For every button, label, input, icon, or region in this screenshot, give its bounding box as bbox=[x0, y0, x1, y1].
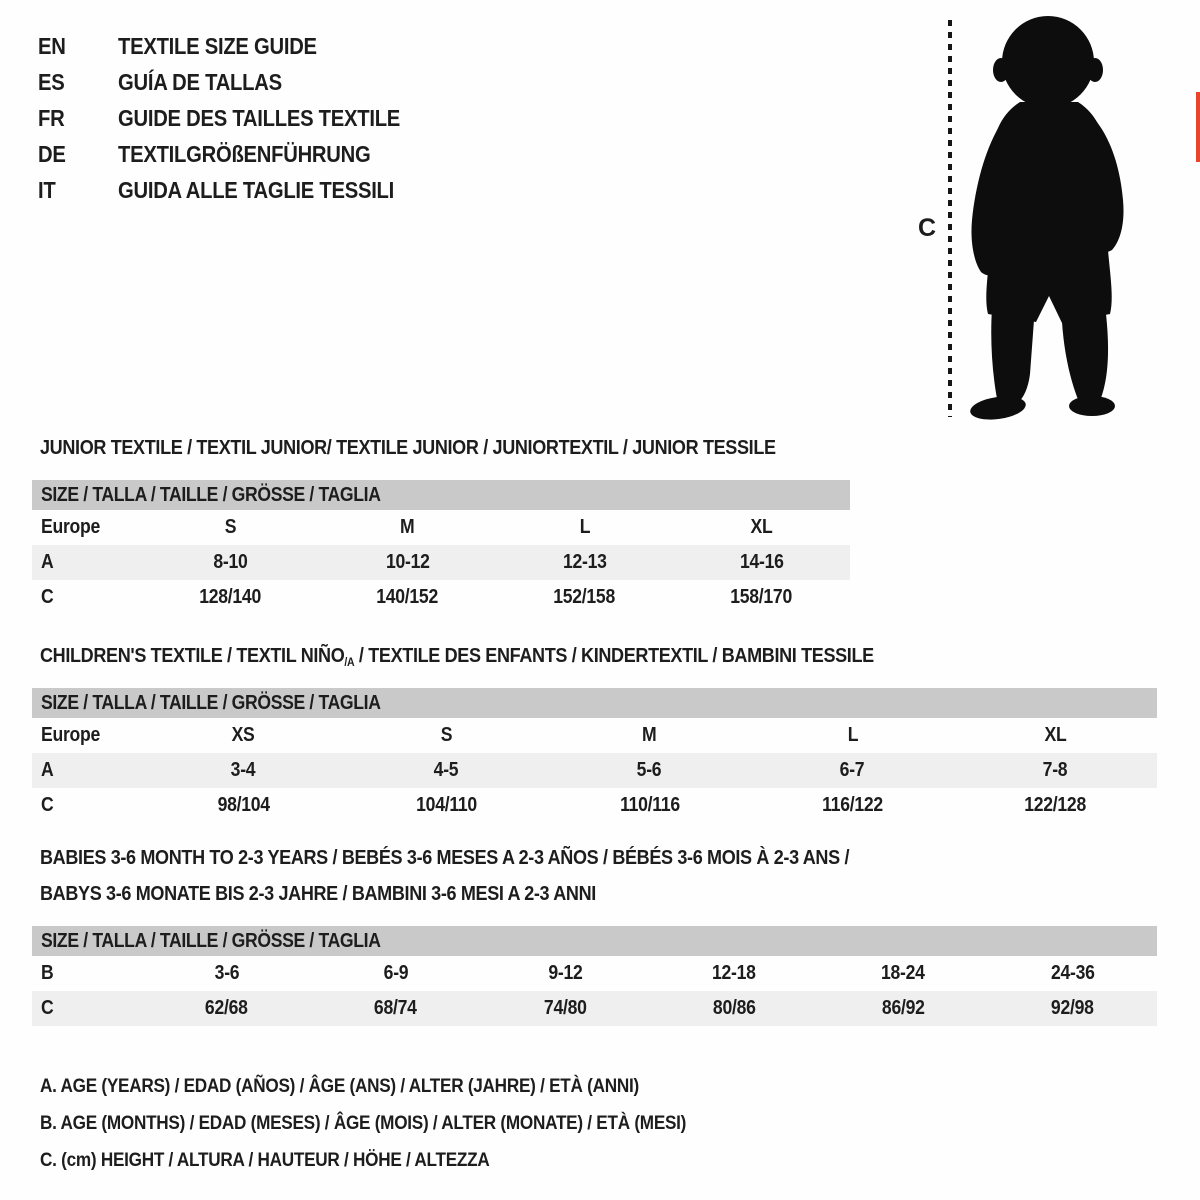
row-label-text: A bbox=[41, 551, 54, 573]
table-cell bbox=[319, 516, 496, 539]
table-row bbox=[32, 545, 850, 580]
table-cell-text: 116/122 bbox=[822, 794, 883, 816]
table-cell bbox=[496, 551, 673, 574]
table-cell bbox=[751, 724, 954, 747]
heading-text: CHILDREN'S TEXTILE / TEXTIL NIÑO bbox=[40, 644, 345, 667]
table-cell-text: L bbox=[579, 516, 590, 538]
row-label bbox=[32, 997, 142, 1020]
guide-title-text: TEXTILGRÖßENFÜHRUNG bbox=[118, 140, 371, 167]
table-cell-text: 4-5 bbox=[434, 759, 459, 781]
section-heading-text bbox=[40, 638, 874, 680]
language-code-text: IT bbox=[38, 176, 56, 203]
language-code bbox=[38, 141, 118, 168]
table-row bbox=[32, 991, 1157, 1026]
row-label-text: Europe bbox=[41, 516, 101, 538]
row-label-text: C bbox=[41, 997, 54, 1019]
table-cell-text: 68/74 bbox=[374, 997, 418, 1019]
heading-subscript: /A bbox=[344, 655, 355, 669]
table-cell bbox=[142, 516, 319, 539]
size-header-bar bbox=[32, 688, 1157, 718]
guide-title-text: TEXTILE SIZE GUIDE bbox=[118, 32, 317, 59]
table-cell-text: 152/158 bbox=[553, 586, 616, 608]
table-cell bbox=[142, 997, 311, 1020]
table-cell bbox=[548, 759, 751, 782]
size-header-bar bbox=[32, 480, 850, 510]
table-cell bbox=[496, 516, 673, 539]
table-cell-text: 92/98 bbox=[1051, 997, 1094, 1019]
table-cell-text: 104/110 bbox=[416, 794, 477, 816]
table-cell-text: 12-13 bbox=[562, 551, 607, 573]
table-cell bbox=[142, 962, 311, 985]
row-label-text: Europe bbox=[41, 724, 101, 746]
table-cell bbox=[954, 759, 1157, 782]
table-cell bbox=[142, 586, 319, 609]
row-label-text: A bbox=[41, 759, 54, 781]
table-row bbox=[32, 788, 1157, 823]
language-title-list bbox=[38, 28, 439, 208]
table-cell-text: 122/128 bbox=[1024, 794, 1087, 816]
section-babies-textile bbox=[32, 840, 1157, 1026]
table-cell-text: 74/80 bbox=[543, 997, 587, 1019]
language-code-text: ES bbox=[38, 68, 65, 95]
table-cell bbox=[319, 586, 496, 609]
row-label bbox=[32, 586, 142, 609]
guide-title bbox=[118, 33, 344, 60]
table-cell-text: 3-6 bbox=[214, 962, 239, 984]
table-cell bbox=[311, 997, 480, 1020]
table-cell bbox=[954, 724, 1157, 747]
section-heading-text bbox=[40, 876, 596, 912]
table-row bbox=[32, 510, 850, 545]
table-cell bbox=[954, 794, 1157, 817]
table-cell-text: 18-24 bbox=[881, 962, 926, 984]
language-code bbox=[38, 69, 118, 96]
table-row bbox=[32, 753, 1157, 788]
row-label-text: B bbox=[41, 962, 54, 984]
section-heading-text bbox=[40, 430, 776, 466]
table-cell-text: 7-8 bbox=[1043, 759, 1068, 781]
table-cell-text: 86/92 bbox=[881, 997, 925, 1019]
table-cell bbox=[548, 794, 751, 817]
table-cell bbox=[673, 516, 850, 539]
guide-title bbox=[118, 141, 405, 168]
language-code bbox=[38, 177, 118, 204]
guide-title-text: GUIDE DES TAILLES TEXTILE bbox=[118, 104, 401, 131]
table-cell bbox=[345, 724, 548, 747]
table-cell bbox=[142, 724, 345, 747]
table-cell-text: 98/104 bbox=[217, 794, 270, 816]
measurement-legend bbox=[40, 1068, 774, 1179]
heading-text: / TEXTILE DES ENFANTS / KINDERTEXTIL / BAMBINI TESSILE bbox=[354, 644, 874, 667]
section-childrens-textile bbox=[32, 638, 1157, 823]
table-cell-text: XL bbox=[750, 516, 773, 538]
section-heading-line bbox=[32, 876, 1157, 912]
legend-line-a bbox=[40, 1068, 774, 1105]
table-cell bbox=[819, 962, 988, 985]
table-cell bbox=[673, 586, 850, 609]
table-cell-text: 6-7 bbox=[840, 759, 865, 781]
table-cell-text: S bbox=[440, 724, 453, 746]
toddler-silhouette-icon bbox=[960, 12, 1140, 422]
heading-text: JUNIOR TEXTILE / TEXTIL JUNIOR/ TEXTILE JUNIOR / JUNIORTEXTIL / JUNIOR TESSILE bbox=[40, 436, 776, 459]
guide-title-text: GUIDA ALLE TAGLIE TESSILI bbox=[118, 176, 395, 203]
size-header-bar bbox=[32, 926, 1157, 956]
language-row-fr bbox=[38, 100, 439, 136]
table-cell-text: 14-16 bbox=[739, 551, 784, 573]
table-cell-text: S bbox=[224, 516, 237, 538]
table-cell bbox=[988, 962, 1157, 985]
guide-title-text: GUÍA DE TALLAS bbox=[118, 68, 282, 95]
table-cell-text: 140/152 bbox=[376, 586, 439, 608]
table-cell-text: 24-36 bbox=[1050, 962, 1095, 984]
row-label bbox=[32, 516, 142, 539]
table-cell bbox=[819, 997, 988, 1020]
table-cell-text: 5-6 bbox=[637, 759, 662, 781]
language-code bbox=[38, 33, 118, 60]
table-cell-text: 9-12 bbox=[547, 962, 583, 984]
table-cell bbox=[311, 962, 480, 985]
height-measure-label: C bbox=[918, 214, 937, 242]
table-cell bbox=[548, 724, 751, 747]
table-cell-text: XL bbox=[1044, 724, 1067, 746]
table-cell bbox=[319, 551, 496, 574]
legend-text: B. AGE (MONTHS) / EDAD (MESES) / ÂGE (MOIS) / ALTER (MONATE) / ETÀ (MESI) bbox=[40, 1112, 687, 1134]
table-cell bbox=[650, 962, 819, 985]
language-row-es bbox=[38, 64, 439, 100]
table-cell-text: 110/116 bbox=[619, 794, 680, 816]
table-cell bbox=[142, 551, 319, 574]
row-label bbox=[32, 794, 142, 817]
table-cell-text: 128/140 bbox=[199, 586, 262, 608]
row-label bbox=[32, 724, 142, 747]
table-cell-text: XS bbox=[232, 724, 255, 746]
guide-title bbox=[118, 177, 432, 204]
section-heading-line bbox=[32, 638, 1157, 674]
section-heading-line bbox=[32, 840, 1157, 876]
heading-text: BABYS 3-6 MONATE BIS 2-3 JAHRE / BAMBINI 3-6 MESI A 2-3 ANNI bbox=[40, 882, 596, 905]
guide-title bbox=[118, 69, 304, 96]
table-cell bbox=[142, 759, 345, 782]
size-header-text: SIZE / TALLA / TAILLE / GRÖSSE / TAGLIA bbox=[41, 692, 381, 714]
language-code-text: FR bbox=[38, 104, 65, 131]
row-label bbox=[32, 551, 142, 574]
row-label-text: C bbox=[41, 794, 54, 816]
table-cell-text: 158/170 bbox=[730, 586, 793, 608]
language-code bbox=[38, 105, 118, 132]
legend-line-b bbox=[40, 1105, 774, 1142]
table-cell bbox=[480, 962, 649, 985]
table-cell-text: 6-9 bbox=[383, 962, 409, 984]
language-code-text: EN bbox=[38, 32, 66, 59]
row-label bbox=[32, 759, 142, 782]
section-heading-text bbox=[40, 840, 849, 876]
size-header-text: SIZE / TALLA / TAILLE / GRÖSSE / TAGLIA bbox=[41, 930, 381, 952]
section-junior-textile bbox=[32, 430, 850, 615]
table-cell bbox=[496, 586, 673, 609]
table-cell bbox=[142, 794, 345, 817]
table-cell bbox=[480, 997, 649, 1020]
table-cell-text: 62/68 bbox=[205, 997, 248, 1019]
table-cell-text: 10-12 bbox=[385, 551, 430, 573]
table-cell-text: L bbox=[847, 724, 858, 746]
language-row-it bbox=[38, 172, 439, 208]
table-cell-text: 3-4 bbox=[231, 759, 256, 781]
table-cell bbox=[751, 794, 954, 817]
red-edge-mark bbox=[1196, 92, 1200, 162]
table-cell-text: M bbox=[642, 724, 657, 746]
table-cell bbox=[673, 551, 850, 574]
table-cell-text: 12-18 bbox=[712, 962, 756, 984]
table-cell bbox=[988, 997, 1157, 1020]
height-dotted-line bbox=[948, 20, 952, 417]
legend-text: C. (cm) HEIGHT / ALTURA / HAUTEUR / HÖHE / ALTEZZA bbox=[40, 1149, 490, 1171]
row-label-text: C bbox=[41, 586, 54, 608]
table-cell bbox=[345, 759, 548, 782]
table-row bbox=[32, 956, 1157, 991]
table-cell bbox=[650, 997, 819, 1020]
language-code-text: DE bbox=[38, 140, 66, 167]
language-row-en bbox=[38, 28, 439, 64]
guide-title bbox=[118, 105, 439, 132]
size-header-text: SIZE / TALLA / TAILLE / GRÖSSE / TAGLIA bbox=[41, 484, 381, 506]
legend-line-c bbox=[40, 1142, 774, 1179]
table-cell-text: 8-10 bbox=[213, 551, 248, 573]
table-row bbox=[32, 580, 850, 615]
section-heading-line bbox=[32, 430, 850, 466]
table-cell bbox=[345, 794, 548, 817]
table-cell-text: M bbox=[400, 516, 415, 538]
table-cell bbox=[751, 759, 954, 782]
row-label bbox=[32, 962, 142, 985]
heading-text: BABIES 3-6 MONTH TO 2-3 YEARS / BEBÉS 3-6 MESES A 2-3 AÑOS / BÉBÉS 3-6 MOIS À 2-3 ANS / bbox=[40, 846, 850, 869]
language-row-de bbox=[38, 136, 439, 172]
legend-text: A. AGE (YEARS) / EDAD (AÑOS) / ÂGE (ANS) / ALTER (JAHRE) / ETÀ (ANNI) bbox=[40, 1075, 639, 1097]
table-cell-text: 80/86 bbox=[712, 997, 756, 1019]
table-row bbox=[32, 718, 1157, 753]
